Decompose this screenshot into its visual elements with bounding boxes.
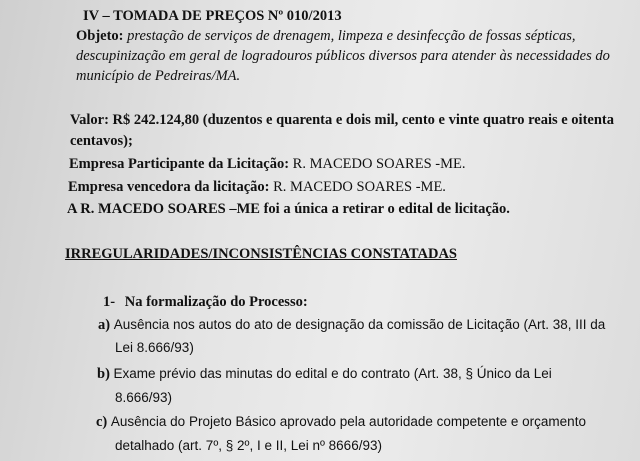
item-a-cont: Lei 8.666/93) — [115, 340, 194, 355]
item-b — [97, 365, 577, 383]
participante-line — [69, 155, 465, 173]
vencedora-label: Empresa vencedora da licitação: — [68, 179, 270, 195]
unica-text: MACEDO SOARES –ME foi a única a retirar o edital de licitação. — [98, 201, 510, 217]
valor-line-2: centavos); — [70, 133, 133, 149]
objeto-line-1 — [76, 27, 576, 45]
participante-label: Empresa Participante da Licitação: — [69, 156, 290, 172]
subsection-title: Na formalização do Processo: — [124, 294, 308, 310]
item-letter: c) — [96, 414, 108, 430]
item-text: Ausência do Projeto Básico aprovado pela autoridade competente e orçamento — [110, 414, 586, 429]
subsection-heading — [103, 293, 308, 311]
vencedora-line — [68, 178, 446, 196]
irregularidades-title: IRREGULARIDADES/INCONSISTÊNCIAS CONSTATADAS — [65, 246, 457, 262]
objeto-line-2: descupinização em geral de logradouros públicos diversos para atender às necessidades do — [76, 48, 610, 64]
objeto-text-1: prestação de serviços de drenagem, limpeza e desinfecção de fossas sépticas, — [127, 28, 576, 44]
unica-line — [67, 200, 510, 218]
item-c-cont: detalhado (art. 7º, § 2º, I e II, Lei nº 8666/93) — [115, 438, 382, 453]
item-text: Ausência nos autos do ato de designação da comissão de Licitação (Art. 38, III da — [113, 317, 606, 332]
vencedora-value: R. MACEDO SOARES -ME. — [273, 179, 446, 195]
item-c — [96, 413, 586, 431]
item-b-cont: 8.666/93) — [115, 390, 173, 405]
objeto-label: Objeto: — [76, 28, 124, 44]
section-heading: IV – TOMADA DE PREÇOS Nº 010/2013 — [83, 8, 342, 24]
item-a — [98, 316, 606, 334]
item-letter: b) — [97, 366, 110, 382]
item-text: Exame prévio das minutas do edital e do contrato (Art. 38, § Único da Lei — [113, 366, 552, 381]
valor-line-1: Valor: R$ 242.124,80 (duzentos e quarenta e dois mil, cento e vinte quatro reais e oitenta — [70, 112, 614, 128]
subsection-number: 1- — [103, 294, 116, 310]
objeto-line-3: município de Pedreiras/MA. — [76, 68, 241, 84]
participante-value: R. MACEDO SOARES -ME. — [292, 156, 466, 172]
unica-prefix: A R. — [67, 201, 95, 217]
item-letter: a) — [98, 317, 111, 333]
